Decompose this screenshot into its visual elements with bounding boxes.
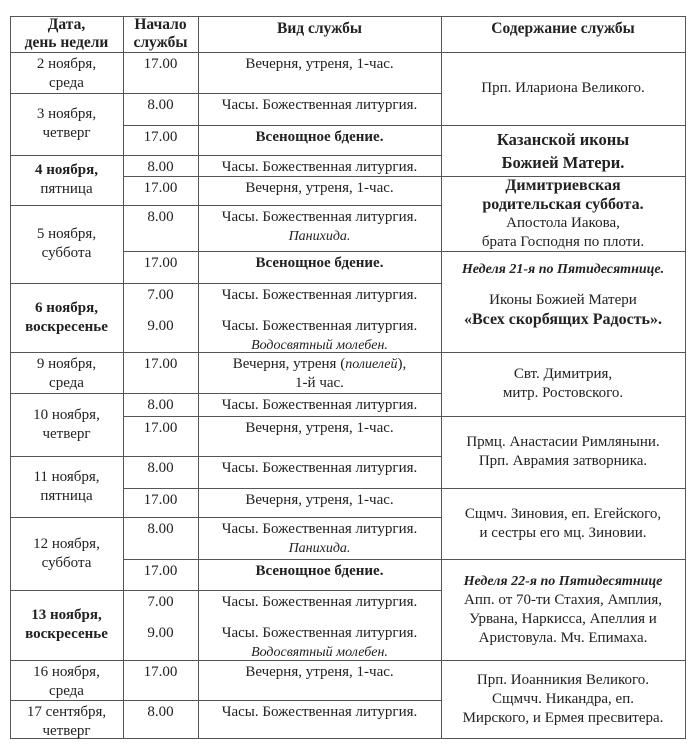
start-time: 8.00 xyxy=(147,208,174,225)
date: 10 ноября, xyxy=(33,406,100,423)
start-time-cell xyxy=(123,52,199,94)
header-text: Вид службы xyxy=(277,19,362,37)
weekday: четверг xyxy=(42,425,91,442)
service-cell xyxy=(198,52,442,94)
content-cell xyxy=(441,488,686,560)
service-text: Панихида. xyxy=(288,228,351,244)
start-time: 8.00 xyxy=(147,459,174,476)
start-time: 9.00 xyxy=(147,624,174,641)
date-cell xyxy=(10,205,124,284)
date: 17 сентября, xyxy=(26,703,107,720)
service-cell xyxy=(198,590,442,661)
start-time: 17.00 xyxy=(143,663,178,680)
content-line: Казанской иконы xyxy=(496,129,630,149)
service-text: Часы. Божественная литургия. xyxy=(221,520,418,537)
start-time: 9.00 xyxy=(147,317,174,334)
content-line: Сщмч. Зиновия, еп. Егейского, xyxy=(464,505,662,522)
content-cell xyxy=(441,559,686,661)
start-time-cell xyxy=(123,517,199,560)
start-time-cell xyxy=(123,352,199,394)
start-time: 8.00 xyxy=(147,396,174,413)
content-cell xyxy=(441,251,686,353)
service-text: Вечерня, утреня, 1-час. xyxy=(245,663,394,680)
date-cell xyxy=(10,155,124,206)
content-line: Димитриевская xyxy=(505,176,621,194)
start-time: 17.00 xyxy=(143,128,178,145)
content-line: и сестры его мц. Зиновии. xyxy=(479,524,647,541)
content-line: митр. Ростовского. xyxy=(502,385,624,401)
header-text: Содержание службы xyxy=(491,19,635,37)
weekday: суббота xyxy=(41,245,92,261)
content-line: Мирского, и Ермея пресвитера. xyxy=(462,709,664,726)
service-cell xyxy=(198,93,442,126)
content-line: Апп. от 70-ти Стахия, Амплия, xyxy=(464,591,662,608)
service-text: Часы. Божественная литургия. xyxy=(221,624,418,641)
service-text: Часы. Божественная литургия. xyxy=(221,396,418,413)
weekday: четверг xyxy=(42,125,91,141)
date: 3 ноября, xyxy=(36,106,97,122)
service-text: Вечерня, утреня, 1-час. xyxy=(245,419,394,436)
content-line: Свт. Димитрия, xyxy=(513,366,613,382)
content-line: Аристовула. Мч. Епимаха. xyxy=(478,629,648,646)
start-time-cell xyxy=(123,590,199,661)
date-cell xyxy=(10,393,124,457)
start-time: 17.00 xyxy=(143,419,178,436)
service-text: Панихида. xyxy=(288,540,351,556)
service-cell xyxy=(198,393,442,417)
start-time: 17.00 xyxy=(143,55,178,72)
service-text: Водосвятный молебен. xyxy=(251,337,388,353)
weekday: воскресенье xyxy=(25,626,108,642)
service-text: 1-й час. xyxy=(295,374,344,391)
content-line: Иконы Божией Матери xyxy=(489,291,637,308)
content-cell xyxy=(441,176,686,252)
start-time-cell xyxy=(123,155,199,177)
start-time-cell xyxy=(123,251,199,284)
service-text: Часы. Божественная литургия. xyxy=(221,158,418,175)
date-cell xyxy=(10,352,124,394)
date-cell xyxy=(10,700,124,739)
content-line: Апостола Иакова, xyxy=(506,214,620,231)
start-time: 17.00 xyxy=(143,562,178,579)
service-text: Вечерня, утреня, 1-час. xyxy=(245,179,394,196)
start-time-cell xyxy=(123,283,199,353)
date-cell xyxy=(10,93,124,156)
service-text: Всенощное бдение. xyxy=(255,254,384,271)
service-cell xyxy=(198,352,442,394)
content-cell xyxy=(441,352,686,417)
start-time-cell xyxy=(123,393,199,417)
content-line: родительская суббота. xyxy=(482,195,644,213)
weekday: четверг xyxy=(42,722,91,739)
content-line: брата Господня по плоти. xyxy=(481,233,645,250)
content-line: «Всех скорбящих Радость». xyxy=(463,310,663,328)
service-cell xyxy=(198,660,442,701)
date-cell xyxy=(10,590,124,661)
start-time-cell xyxy=(123,660,199,701)
date-cell xyxy=(10,517,124,591)
service-text: Вечерня, утреня, 1-час. xyxy=(245,491,394,508)
date-cell xyxy=(10,52,124,94)
start-time-cell xyxy=(123,456,199,489)
date-cell xyxy=(10,456,124,518)
header-date xyxy=(10,16,124,53)
service-cell xyxy=(198,416,442,457)
start-time: 7.00 xyxy=(147,593,174,610)
content-cell xyxy=(441,416,686,489)
service-text: Часы. Божественная литургия. xyxy=(221,96,418,113)
content-cell xyxy=(441,52,686,126)
service-text: Часы. Божественная литургия. xyxy=(221,593,418,610)
date: 9 ноября, xyxy=(36,355,97,372)
service-text: Часы. Божественная литургия. xyxy=(221,459,418,476)
start-time-cell xyxy=(123,559,199,591)
content-line: Прп. Илариона Великого. xyxy=(481,80,645,96)
service-cell xyxy=(198,517,442,560)
service-cell xyxy=(198,559,442,591)
start-time: 17.00 xyxy=(143,355,178,372)
service-cell xyxy=(198,125,442,156)
start-time: 7.00 xyxy=(147,286,174,303)
date-cell xyxy=(10,660,124,701)
header-text: Дата, xyxy=(47,16,86,33)
weekday: пятница xyxy=(40,181,93,197)
content-line: Божией Матери. xyxy=(501,152,625,172)
header-content xyxy=(441,16,686,53)
start-time: 8.00 xyxy=(147,158,174,175)
content-line: Неделя 22-я по Пятидесятнице xyxy=(463,573,663,589)
content-line: Сщмчч. Никандра, еп. xyxy=(492,690,634,707)
start-time-cell xyxy=(123,93,199,126)
header-start xyxy=(123,16,199,53)
service-cell xyxy=(198,456,442,489)
service-text: Часы. Божественная литургия. xyxy=(221,208,418,225)
service-text: Вечерня, утреня, 1-час. xyxy=(245,55,394,72)
service-cell xyxy=(198,176,442,206)
header-type xyxy=(198,16,442,53)
start-time-cell xyxy=(123,125,199,156)
service-text: ), xyxy=(397,355,407,372)
service-text: полиелей xyxy=(345,356,398,372)
content-line: Неделя 21-я по Пятидесятнице. xyxy=(461,261,665,277)
date-cell xyxy=(10,283,124,353)
service-text: Часы. Божественная литургия. xyxy=(221,317,418,334)
start-time: 17.00 xyxy=(143,179,178,196)
content-cell xyxy=(441,660,686,739)
content-line: Прп. Иоанникия Великого. xyxy=(476,671,650,688)
service-text: Водосвятный молебен. xyxy=(251,644,388,660)
weekday: воскресенье xyxy=(25,318,108,335)
date: 13 ноября, xyxy=(31,607,102,623)
start-time-cell xyxy=(123,205,199,252)
service-cell xyxy=(198,155,442,177)
start-time: 8.00 xyxy=(147,96,174,113)
header-text: день недели xyxy=(24,34,109,51)
service-cell xyxy=(198,488,442,518)
content-line: Прмц. Анастасии Римляныни. xyxy=(466,434,660,450)
header-text: Начало xyxy=(134,16,187,33)
service-text: Всенощное бдение. xyxy=(255,562,384,579)
content-line: Прп. Аврамия затворника. xyxy=(478,453,648,469)
service-cell xyxy=(198,700,442,739)
start-time-cell xyxy=(123,416,199,457)
date: 11 ноября, xyxy=(33,468,100,485)
date: 4 ноября, xyxy=(35,162,98,178)
start-time-cell xyxy=(123,700,199,739)
content-line: Урвана, Наркисса, Апеллия и xyxy=(469,610,657,627)
date: 5 ноября, xyxy=(36,226,97,242)
weekday: среда xyxy=(49,74,84,91)
service-text: Часы. Божественная литургия. xyxy=(221,703,418,720)
service-cell xyxy=(198,251,442,284)
start-time: 8.00 xyxy=(147,703,174,720)
start-time-cell xyxy=(123,176,199,206)
service-cell xyxy=(198,205,442,252)
weekday: среда xyxy=(49,374,84,391)
date: 2 ноября, xyxy=(36,55,97,72)
start-time: 8.00 xyxy=(147,520,174,537)
date: 16 ноября, xyxy=(33,663,100,680)
content-cell xyxy=(441,125,686,177)
weekday: суббота xyxy=(41,554,92,571)
service-cell xyxy=(198,283,442,353)
header-text: службы xyxy=(133,34,188,51)
service-text: Всенощное бдение. xyxy=(255,128,384,145)
start-time: 17.00 xyxy=(143,254,178,271)
start-time-cell xyxy=(123,488,199,518)
date: 6 ноября, xyxy=(35,299,98,316)
service-line xyxy=(233,355,407,374)
weekday: среда xyxy=(49,682,84,699)
weekday: пятница xyxy=(40,487,93,504)
date: 12 ноября, xyxy=(33,535,100,552)
service-text: Часы. Божественная литургия. xyxy=(221,286,418,303)
service-text: Вечерня, утреня ( xyxy=(232,355,346,372)
start-time: 17.00 xyxy=(143,491,178,508)
